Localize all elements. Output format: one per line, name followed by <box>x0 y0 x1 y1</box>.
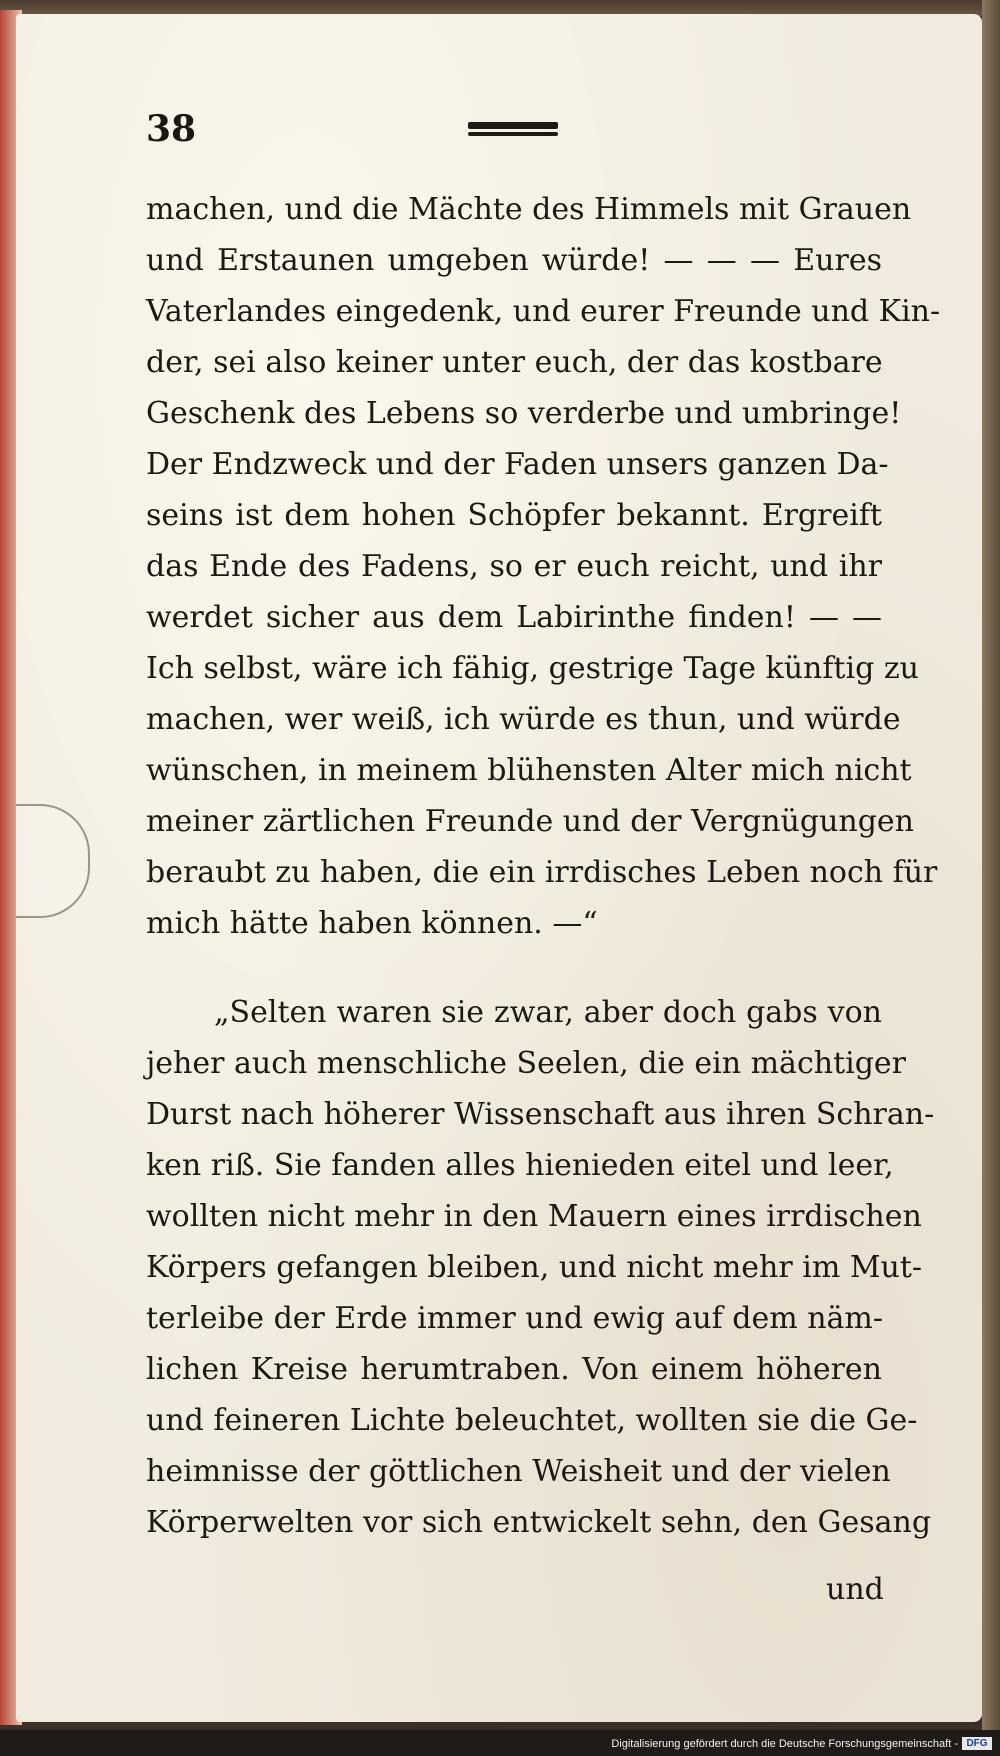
catchword: und <box>826 1572 884 1607</box>
text-line: Durst nach höherer Wissenschaft aus ihren Schran- <box>146 1097 935 1132</box>
text-line: Der Endzweck und der Faden unsers ganzen Da- <box>146 447 889 482</box>
text-line: beraubt zu haben, die ein irrdisches Leben noch für <box>146 855 938 890</box>
page-tab-marker <box>16 804 90 918</box>
text-line: jeher auch menschliche Seelen, die ein mächtiger <box>146 1046 907 1081</box>
header-ornament-rule <box>468 122 558 140</box>
digitization-credit: Digitalisierung gefördert durch die Deutsche Forschungsgemeinschaft - <box>611 1738 958 1750</box>
text-line: und feineren Lichte beleuchtet, wollten sie die Ge- <box>146 1403 918 1438</box>
text-line: Geschenk des Lebens so verderbe und umbringe! <box>146 396 902 431</box>
text-line: machen, wer weiß, ich würde es thun, und würde <box>146 702 901 737</box>
text-line: ken riß. Sie fanden alles hienieden eitel und leer, <box>146 1148 894 1183</box>
page-number: 38 <box>146 108 197 150</box>
text-line: seins ist dem hohen Schöpfer bekannt. Ergreift <box>146 498 882 533</box>
text-line: Körpers gefangen bleiben, und nicht mehr im Mut- <box>146 1250 923 1285</box>
paragraph-1 <box>146 184 941 949</box>
text-line: mich hätte haben können. —“ <box>146 906 598 941</box>
book-fore-edge <box>982 0 1000 1730</box>
text-line: und Erstaunen umgeben würde! — — — Eures <box>146 243 882 278</box>
paragraph-2 <box>146 987 935 1548</box>
text-line: der, sei also keiner unter euch, der das kostbare <box>146 345 883 380</box>
text-line: werdet sicher aus dem Labirinthe finden! — — <box>146 600 882 635</box>
text-line: terleibe der Erde immer und ewig auf dem näm- <box>146 1301 884 1336</box>
text-line: machen, und die Mächte des Himmels mit Grauen <box>146 192 912 227</box>
text-line: das Ende des Fadens, so er euch reicht, und ihr <box>146 549 882 584</box>
text-line: „Selten waren sie zwar, aber doch gabs von <box>214 995 882 1030</box>
text-line: lichen Kreise herumtraben. Von einem höheren <box>146 1352 882 1387</box>
text-line: Vaterlandes eingedenk, und eurer Freunde und Kin- <box>146 294 941 329</box>
text-line: meiner zärtlichen Freunde und der Vergnügungen <box>146 804 915 839</box>
text-line: wünschen, in meinem blühensten Alter mich nicht <box>146 753 912 788</box>
text-line: Körperwelten vor sich entwickelt sehn, den Gesang <box>146 1505 932 1540</box>
text-line: wollten nicht mehr in den Mauern eines irrdischen <box>146 1199 922 1234</box>
text-line: heimnisse der göttlichen Weisheit und der vielen <box>146 1454 891 1489</box>
text-line: Ich selbst, wäre ich fähig, gestrige Tage künftig zu <box>146 651 919 686</box>
dfg-logo: DFG <box>962 1737 992 1750</box>
